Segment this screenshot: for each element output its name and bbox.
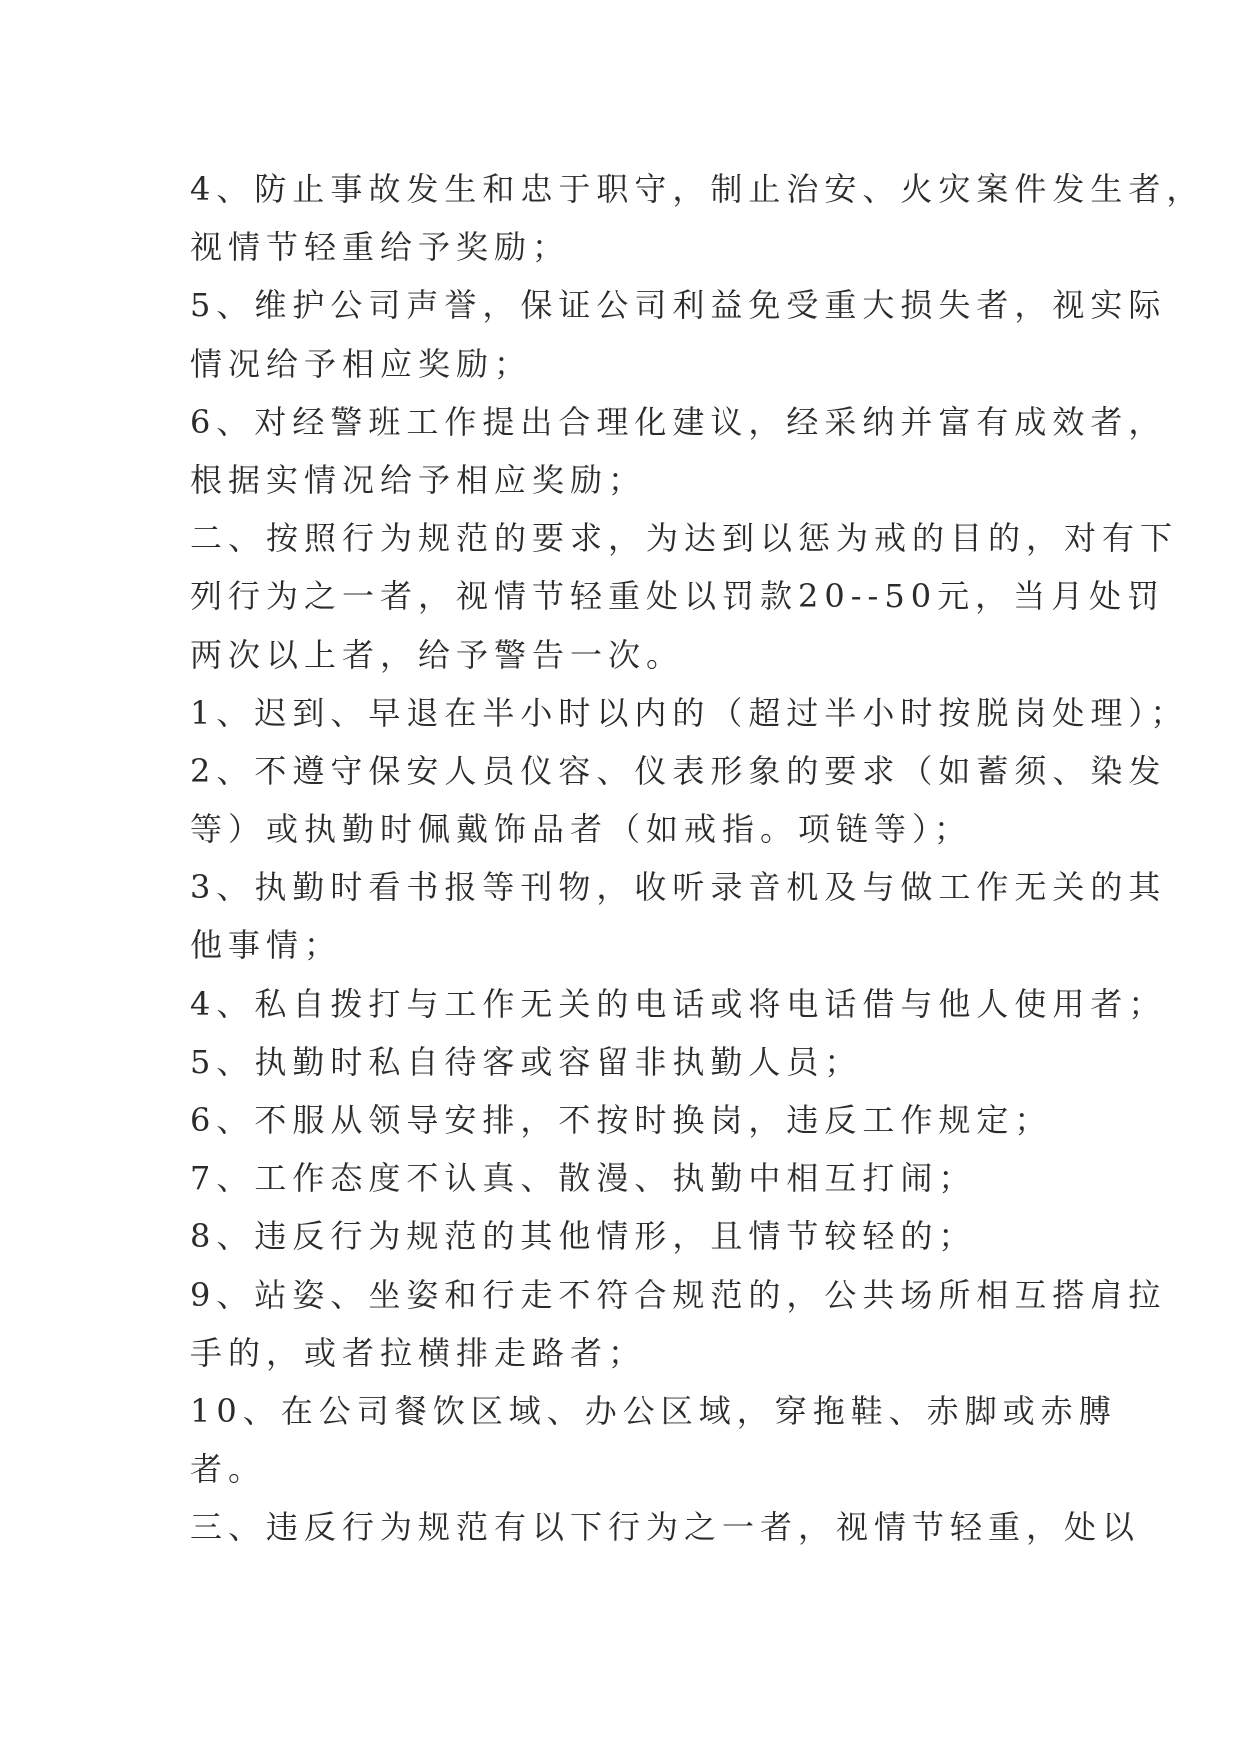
text-line: 等）或执勤时佩戴饰品者（如戒指。项链等）； — [190, 810, 973, 849]
text-line: 手的，或者拉横排走路者； — [190, 1333, 647, 1372]
text-line: 他事情； — [190, 926, 343, 965]
text-line: 者。 — [190, 1450, 267, 1489]
text-line: 二、按照行为规范的要求，为达到以惩为戒的目的，对有下 — [190, 519, 1179, 558]
text-line: 三、违反行为规范有以下行为之一者，视情节轻重，处以 — [190, 1508, 1141, 1547]
document-body — [190, 160, 1205, 1557]
text-line: 8、违反行为规范的其他情形，且情节较轻的； — [190, 1217, 977, 1256]
text-line: 6、对经警班工作提出合理化建议，经采纳并富有成效者， — [190, 402, 1167, 441]
text-line: 情况给予相应奖励； — [190, 344, 533, 383]
text-line: 1、迟到、早退在半小时以内的（超过半小时按脱岗处理）； — [190, 693, 1189, 732]
text-line: 10、在公司餐饮区域、办公区域，穿拖鞋、赤脚或赤膊 — [190, 1391, 1117, 1430]
text-line: 3、执勤时看书报等刊物，收听录音机及与做工作无关的其 — [190, 868, 1167, 907]
text-line: 视情节轻重给予奖励； — [190, 228, 571, 267]
text-line: 2、不遵守保安人员仪容、仪表形象的要求（如蓄须、染发 — [190, 751, 1167, 790]
text-line: 6、不服从领导安排，不按时换岗，违反工作规定； — [190, 1101, 1053, 1139]
text-line: 列行为之一者，视情节轻重处以罚款20--50元，当月处罚 — [190, 577, 1166, 616]
text-line: 5、维护公司声誉，保证公司利益免受重大损失者，视实际 — [190, 286, 1167, 325]
text-line: 5、执勤时私自待客或容留非执勤人员； — [190, 1042, 863, 1081]
text-line: 4、防止事故发生和忠于职守，制止治安、火灾案件发生者， — [190, 170, 1205, 208]
text-line: 根据实情况给予相应奖励； — [190, 460, 647, 499]
text-line: 两次以上者，给予警告一次。 — [190, 635, 685, 674]
text-line: 7、工作态度不认真、散漫、执勤中相互打闹； — [190, 1159, 977, 1198]
text-line: 9、站姿、坐姿和行走不符合规范的，公共场所相互搭肩拉 — [190, 1275, 1167, 1314]
text-line: 4、私自拨打与工作无关的电话或将电话借与他人使用者； — [190, 984, 1167, 1023]
